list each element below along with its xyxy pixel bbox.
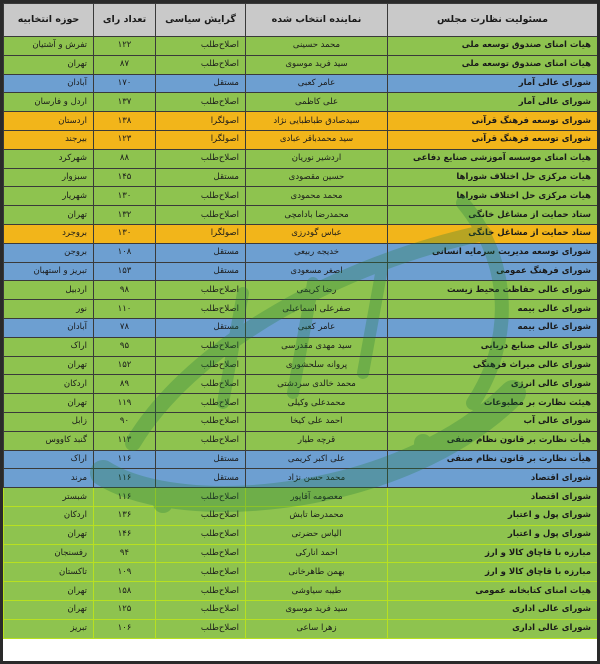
- cell-representative: عامر کعبی: [246, 318, 388, 337]
- cell-responsibility: شورای پول و اعتبار: [388, 506, 598, 525]
- cell-district: تبریز و استهبان: [4, 262, 94, 281]
- table-row: [4, 394, 598, 413]
- cell-district: تهران: [4, 394, 94, 413]
- cell-representative: محمد حسینی: [246, 37, 388, 56]
- cell-district: اردکان: [4, 375, 94, 394]
- cell-responsibility: شورای پول و اعتبار: [388, 525, 598, 544]
- cell-responsibility: ستاد حمایت از مشاغل خانگی: [388, 224, 598, 243]
- table-frame: [3, 3, 597, 661]
- table-row: [4, 544, 598, 563]
- cell-faction: اصلاح‌طلب: [156, 149, 246, 168]
- cell-responsibility: شورای توسعه فرهنگ قرآنی: [388, 130, 598, 149]
- cell-representative: بهمن طاهرخانی: [246, 563, 388, 582]
- cell-responsibility: هیئت نظارت بر مطبوعات: [388, 394, 598, 413]
- cell-district: تهران: [4, 582, 94, 601]
- cell-responsibility: هیات امنای کتابخانه عمومی: [388, 582, 598, 601]
- table-row: [4, 318, 598, 337]
- table-row: [4, 582, 598, 601]
- cell-faction: مستقل: [156, 469, 246, 488]
- cell-faction: اصلاح‌طلب: [156, 544, 246, 563]
- cell-responsibility: شورای عالی میراث فرهنگی: [388, 356, 598, 375]
- cell-representative: حسین مقصودی: [246, 168, 388, 187]
- cell-responsibility: شورای عالی حفاظت محیط زیست: [388, 281, 598, 300]
- cell-representative: زهرا ساعی: [246, 619, 388, 638]
- cell-votes: ۱۵۲: [94, 356, 156, 375]
- cell-votes: ۱۲۵: [94, 600, 156, 619]
- cell-responsibility: شورای عالی انرژی: [388, 375, 598, 394]
- cell-representative: محمد محمودی: [246, 187, 388, 206]
- cell-district: تهران: [4, 525, 94, 544]
- cell-votes: ۱۱۶: [94, 469, 156, 488]
- cell-faction: مستقل: [156, 243, 246, 262]
- cell-faction: اصلاح‌طلب: [156, 563, 246, 582]
- table-row: [4, 600, 598, 619]
- cell-faction: اصلاح‌طلب: [156, 55, 246, 74]
- cell-responsibility: شورای عالی صنایع دریایی: [388, 337, 598, 356]
- cell-responsibility: مبارزه با قاچاق کالا و ارز: [388, 544, 598, 563]
- cell-district: تبریز: [4, 619, 94, 638]
- table-row: [4, 525, 598, 544]
- header-faction: گرایش سیاسی: [156, 4, 246, 37]
- table-row: [4, 469, 598, 488]
- cell-district: تفرش و آشتیان: [4, 37, 94, 56]
- table-row: [4, 206, 598, 225]
- cell-representative: عامر کعبی: [246, 74, 388, 93]
- cell-district: شهریار: [4, 187, 94, 206]
- cell-representative: الیاس حضرتی: [246, 525, 388, 544]
- cell-faction: اصولگرا: [156, 224, 246, 243]
- cell-faction: اصولگرا: [156, 130, 246, 149]
- cell-representative: معصومه آقاپور: [246, 488, 388, 507]
- cell-representative: محمدعلی وکیلی: [246, 394, 388, 413]
- cell-votes: ۱۳۰: [94, 187, 156, 206]
- cell-votes: ۱۳۶: [94, 506, 156, 525]
- cell-representative: طیبه سیاوشی: [246, 582, 388, 601]
- cell-faction: اصلاح‌طلب: [156, 431, 246, 450]
- cell-responsibility: ستاد حمایت از مشاغل خانگی: [388, 206, 598, 225]
- cell-votes: ۱۱۶: [94, 450, 156, 469]
- cell-responsibility: شورای عالی آمار: [388, 93, 598, 112]
- cell-responsibility: هیأت نظارت بر قانون نظام صنفی: [388, 450, 598, 469]
- cell-faction: مستقل: [156, 168, 246, 187]
- header-votes: تعداد رای: [94, 4, 156, 37]
- cell-district: مرند: [4, 469, 94, 488]
- cell-faction: مستقل: [156, 450, 246, 469]
- cell-faction: اصلاح‌طلب: [156, 394, 246, 413]
- cell-votes: ۱۰۶: [94, 619, 156, 638]
- cell-faction: اصلاح‌طلب: [156, 281, 246, 300]
- cell-representative: سید محمدباقر عبادی: [246, 130, 388, 149]
- cell-representative: علی اکبر کریمی: [246, 450, 388, 469]
- table-row: [4, 130, 598, 149]
- cell-votes: ۱۳۸: [94, 112, 156, 131]
- cell-votes: ۱۳۲: [94, 206, 156, 225]
- cell-votes: ۸۹: [94, 375, 156, 394]
- cell-responsibility: مبارزه با قاچاق کالا و ارز: [388, 563, 598, 582]
- cell-representative: رضا کریمی: [246, 281, 388, 300]
- table-row: [4, 224, 598, 243]
- cell-votes: ۱۲۳: [94, 130, 156, 149]
- cell-district: اردبیل: [4, 281, 94, 300]
- cell-responsibility: هیات مرکزی حل اختلاف شوراها: [388, 187, 598, 206]
- cell-faction: اصلاح‌طلب: [156, 337, 246, 356]
- cell-district: اردکان: [4, 506, 94, 525]
- cell-responsibility: شورای فرهنگ عمومی: [388, 262, 598, 281]
- header-representative: نماینده انتخاب شده: [246, 4, 388, 37]
- cell-faction: اصلاح‌طلب: [156, 412, 246, 431]
- table-row: [4, 619, 598, 638]
- header-district: حوزه انتخابیه: [4, 4, 94, 37]
- council-oversight-table: [3, 3, 597, 639]
- cell-district: آبادان: [4, 318, 94, 337]
- cell-faction: اصلاح‌طلب: [156, 206, 246, 225]
- cell-votes: ۹۸: [94, 281, 156, 300]
- cell-representative: صفرعلی اسماعیلی: [246, 300, 388, 319]
- cell-district: تهران: [4, 600, 94, 619]
- cell-representative: محمدرضا تابش: [246, 506, 388, 525]
- cell-faction: اصلاح‌طلب: [156, 356, 246, 375]
- cell-representative: سیدصادق طباطبایی نژاد: [246, 112, 388, 131]
- cell-votes: ۱۱۶: [94, 488, 156, 507]
- cell-representative: محمد خالدی سردشتی: [246, 375, 388, 394]
- cell-representative: سید فرید موسوی: [246, 600, 388, 619]
- cell-district: شهرکرد: [4, 149, 94, 168]
- cell-votes: ۱۰۸: [94, 243, 156, 262]
- table-row: [4, 412, 598, 431]
- cell-responsibility: شورای اقتصاد: [388, 469, 598, 488]
- table-row: [4, 488, 598, 507]
- table-row: [4, 337, 598, 356]
- cell-district: اراک: [4, 337, 94, 356]
- cell-representative: سید مهدی مقدرسی: [246, 337, 388, 356]
- cell-district: تاکستان: [4, 563, 94, 582]
- cell-votes: ۱۴۵: [94, 168, 156, 187]
- cell-votes: ۷۸: [94, 318, 156, 337]
- cell-votes: ۱۷۰: [94, 74, 156, 93]
- table-row: [4, 281, 598, 300]
- cell-district: رفسنجان: [4, 544, 94, 563]
- cell-district: اراک: [4, 450, 94, 469]
- table-row: [4, 431, 598, 450]
- cell-votes: ۱۵۳: [94, 262, 156, 281]
- cell-responsibility: هیات امنای موسسه آموزشی صنایع دفاعی: [388, 149, 598, 168]
- cell-representative: عباس گودرزی: [246, 224, 388, 243]
- cell-responsibility: هیات امنای صندوق توسعه ملی: [388, 37, 598, 56]
- cell-district: نور: [4, 300, 94, 319]
- cell-votes: ۹۴: [94, 544, 156, 563]
- cell-representative: محمدرضا بادامچی: [246, 206, 388, 225]
- cell-faction: اصلاح‌طلب: [156, 506, 246, 525]
- cell-responsibility: هیات مرکزی حل اختلاف شوراها: [388, 168, 598, 187]
- cell-district: تهران: [4, 55, 94, 74]
- cell-representative: محمد حسن نژاد: [246, 469, 388, 488]
- cell-votes: ۱۴۶: [94, 525, 156, 544]
- cell-district: گنبد کاووس: [4, 431, 94, 450]
- table-row: [4, 37, 598, 56]
- cell-votes: ۱۳۷: [94, 93, 156, 112]
- cell-responsibility: شورای عالی اداری: [388, 619, 598, 638]
- table-row: [4, 149, 598, 168]
- cell-representative: قرچه طیار: [246, 431, 388, 450]
- cell-district: بیرجند: [4, 130, 94, 149]
- cell-faction: اصلاح‌طلب: [156, 600, 246, 619]
- table-row: [4, 55, 598, 74]
- table-row: [4, 563, 598, 582]
- table-row: [4, 300, 598, 319]
- cell-responsibility: شورای عالی اداری: [388, 600, 598, 619]
- table-row: [4, 506, 598, 525]
- cell-responsibility: شورای عالی آمار: [388, 74, 598, 93]
- cell-votes: ۹۰: [94, 412, 156, 431]
- cell-votes: ۱۳۰: [94, 224, 156, 243]
- cell-district: بروجن: [4, 243, 94, 262]
- header-responsibility: مسئولیت نظارت مجلس: [388, 4, 598, 37]
- cell-faction: اصلاح‌طلب: [156, 582, 246, 601]
- cell-votes: ۱۵۸: [94, 582, 156, 601]
- table-row: [4, 112, 598, 131]
- table-row: [4, 74, 598, 93]
- cell-district: زابل: [4, 412, 94, 431]
- cell-votes: ۱۱۳: [94, 431, 156, 450]
- header-row: [4, 4, 598, 37]
- cell-faction: اصلاح‌طلب: [156, 375, 246, 394]
- cell-representative: اصغر مسعودی: [246, 262, 388, 281]
- table-row: [4, 93, 598, 112]
- cell-representative: اردشیر نوریان: [246, 149, 388, 168]
- cell-faction: اصلاح‌طلب: [156, 37, 246, 56]
- cell-faction: اصولگرا: [156, 112, 246, 131]
- cell-votes: ۱۰۹: [94, 563, 156, 582]
- cell-representative: سید فرید موسوی: [246, 55, 388, 74]
- cell-faction: مستقل: [156, 262, 246, 281]
- cell-responsibility: شورای توسعه مدیریت سرمایه انسانی: [388, 243, 598, 262]
- cell-representative: احمد علی کیخا: [246, 412, 388, 431]
- cell-responsibility: هیأت نظارت بر قانون نظام صنفی: [388, 431, 598, 450]
- cell-faction: اصلاح‌طلب: [156, 488, 246, 507]
- table-row: [4, 356, 598, 375]
- cell-representative: پروانه سلحشوری: [246, 356, 388, 375]
- cell-votes: ۸۷: [94, 55, 156, 74]
- cell-representative: خدیجه ربیعی: [246, 243, 388, 262]
- cell-faction: اصلاح‌طلب: [156, 187, 246, 206]
- cell-district: تهران: [4, 206, 94, 225]
- table-row: [4, 187, 598, 206]
- table-row: [4, 243, 598, 262]
- cell-responsibility: هیات امنای صندوق توسعه ملی: [388, 55, 598, 74]
- cell-district: تهران: [4, 356, 94, 375]
- cell-representative: علی کاظمی: [246, 93, 388, 112]
- cell-votes: ۸۸: [94, 149, 156, 168]
- cell-faction: اصلاح‌طلب: [156, 300, 246, 319]
- cell-votes: ۱۲۲: [94, 37, 156, 56]
- cell-faction: مستقل: [156, 318, 246, 337]
- cell-faction: اصلاح‌طلب: [156, 619, 246, 638]
- cell-district: بروجرد: [4, 224, 94, 243]
- cell-responsibility: شورای توسعه فرهنگ قرآنی: [388, 112, 598, 131]
- cell-responsibility: شورای اقتصاد: [388, 488, 598, 507]
- cell-responsibility: شورای عالی آب: [388, 412, 598, 431]
- cell-votes: ۱۱۰: [94, 300, 156, 319]
- cell-responsibility: شورای عالی بیمه: [388, 318, 598, 337]
- cell-faction: اصلاح‌طلب: [156, 525, 246, 544]
- cell-district: اردل و فارسان: [4, 93, 94, 112]
- table-row: [4, 375, 598, 394]
- cell-representative: احمد انارکی: [246, 544, 388, 563]
- table-row: [4, 262, 598, 281]
- cell-district: شبستر: [4, 488, 94, 507]
- cell-votes: ۹۵: [94, 337, 156, 356]
- cell-district: سبزوار: [4, 168, 94, 187]
- table-row: [4, 450, 598, 469]
- cell-votes: ۱۱۹: [94, 394, 156, 413]
- cell-district: آبادان: [4, 74, 94, 93]
- cell-faction: مستقل: [156, 74, 246, 93]
- cell-responsibility: شورای عالی بیمه: [388, 300, 598, 319]
- cell-district: اردستان: [4, 112, 94, 131]
- table-row: [4, 168, 598, 187]
- cell-faction: اصلاح‌طلب: [156, 93, 246, 112]
